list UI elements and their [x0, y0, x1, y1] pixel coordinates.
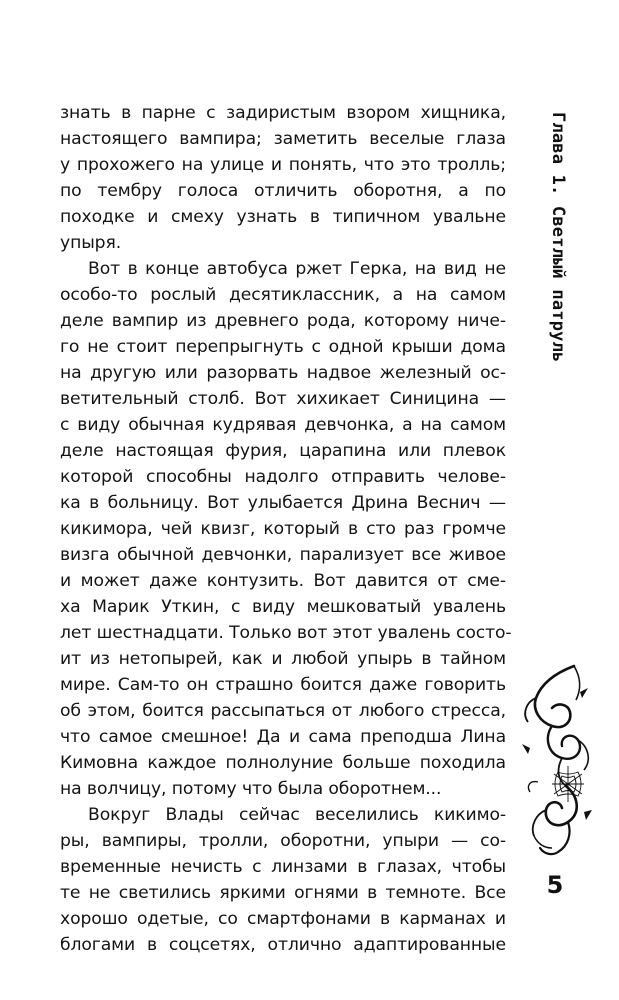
- text-line: у прохожего на улице и понять, что это тролль;: [60, 155, 506, 175]
- text-line: Вот в конце автобуса ржет Герка, на вид не: [88, 259, 506, 279]
- paragraph-2: [60, 256, 512, 802]
- text-line: особо-то рослый десятиклассник, а на самом: [60, 285, 506, 305]
- text-line: хорошо одетые, со смартфонами в карманах и: [60, 909, 506, 929]
- text-line: кикимора, чей квизг, который в сто раз громче: [60, 519, 506, 539]
- text-line: на волчицу, потому что была оборотнем...: [60, 779, 442, 799]
- text-line: ры, вампиры, тролли, оборотни, упыри — со-: [60, 831, 506, 851]
- paragraph-1: [60, 100, 506, 256]
- text-line: Кимовна каждое полнолуние больше походила: [60, 753, 506, 773]
- paragraph-3: [60, 802, 506, 958]
- text-line: на другую или разорвать надвое железный ос-: [60, 363, 506, 383]
- text-line: временные нечисть с линзами в глазах, чтобы: [60, 857, 506, 877]
- text-line: лет шестнадцати. Только вот этот увалень состо-: [60, 623, 512, 643]
- text-line: что самое смешное! Да и сама преподша Лина: [60, 727, 506, 747]
- decorative-ornament-icon: [518, 662, 598, 858]
- page-number: 5: [546, 871, 564, 899]
- text-line: деле вампир из древнего рода, которому ниче-: [60, 311, 506, 331]
- text-line: деле настоящая фурия, царапина или плевок: [60, 441, 506, 461]
- text-line: те не светились яркими огнями в темноте. Все: [60, 883, 506, 903]
- text-line: походке и смеху узнать в типичном увальне: [60, 207, 506, 227]
- text-line: ка в больницу. Вот улыбается Дрина Веснич —: [60, 493, 506, 513]
- running-head: [542, 112, 568, 363]
- text-line: которой способны надолго отправить челове-: [60, 467, 506, 487]
- running-head-text: Глава 1. Светлый патруль: [548, 112, 568, 363]
- text-line: и может даже контузить. Вот давится от сме-: [60, 571, 506, 591]
- text-line: ит из нетопырей, как и любой упырь в тайном: [60, 649, 506, 669]
- text-line: ветительный столб. Вот хихикает Синицина —: [60, 389, 506, 409]
- text-line: настоящего вампира; заметить веселые глаза: [60, 129, 506, 149]
- text-line: об этом, боится рассыпаться от любого стресса,: [60, 701, 506, 721]
- text-line: мире. Сам-то он страшно боится даже говорить: [60, 675, 506, 695]
- text-line: Вокруг Влады сейчас веселились кикимо-: [88, 805, 506, 825]
- text-line: блогами в соцсетях, отлично адаптированные: [60, 935, 506, 955]
- text-line: знать в парне с задиристым взором хищника,: [60, 103, 506, 123]
- text-line: визга обычной девчонки, парализует все живое: [60, 545, 506, 565]
- body-text: [60, 100, 512, 958]
- text-line: с виду обычная кудрявая девчонка, а на самом: [60, 415, 506, 435]
- text-line: ха Марик Уткин, с виду мешковатый увалень: [60, 597, 506, 617]
- text-line: по тембру голоса отличить оборотня, а по: [60, 181, 506, 201]
- text-line: го не стоит перепрыгнуть с одной крыши дома: [60, 337, 506, 357]
- text-line: упыря.: [60, 233, 122, 253]
